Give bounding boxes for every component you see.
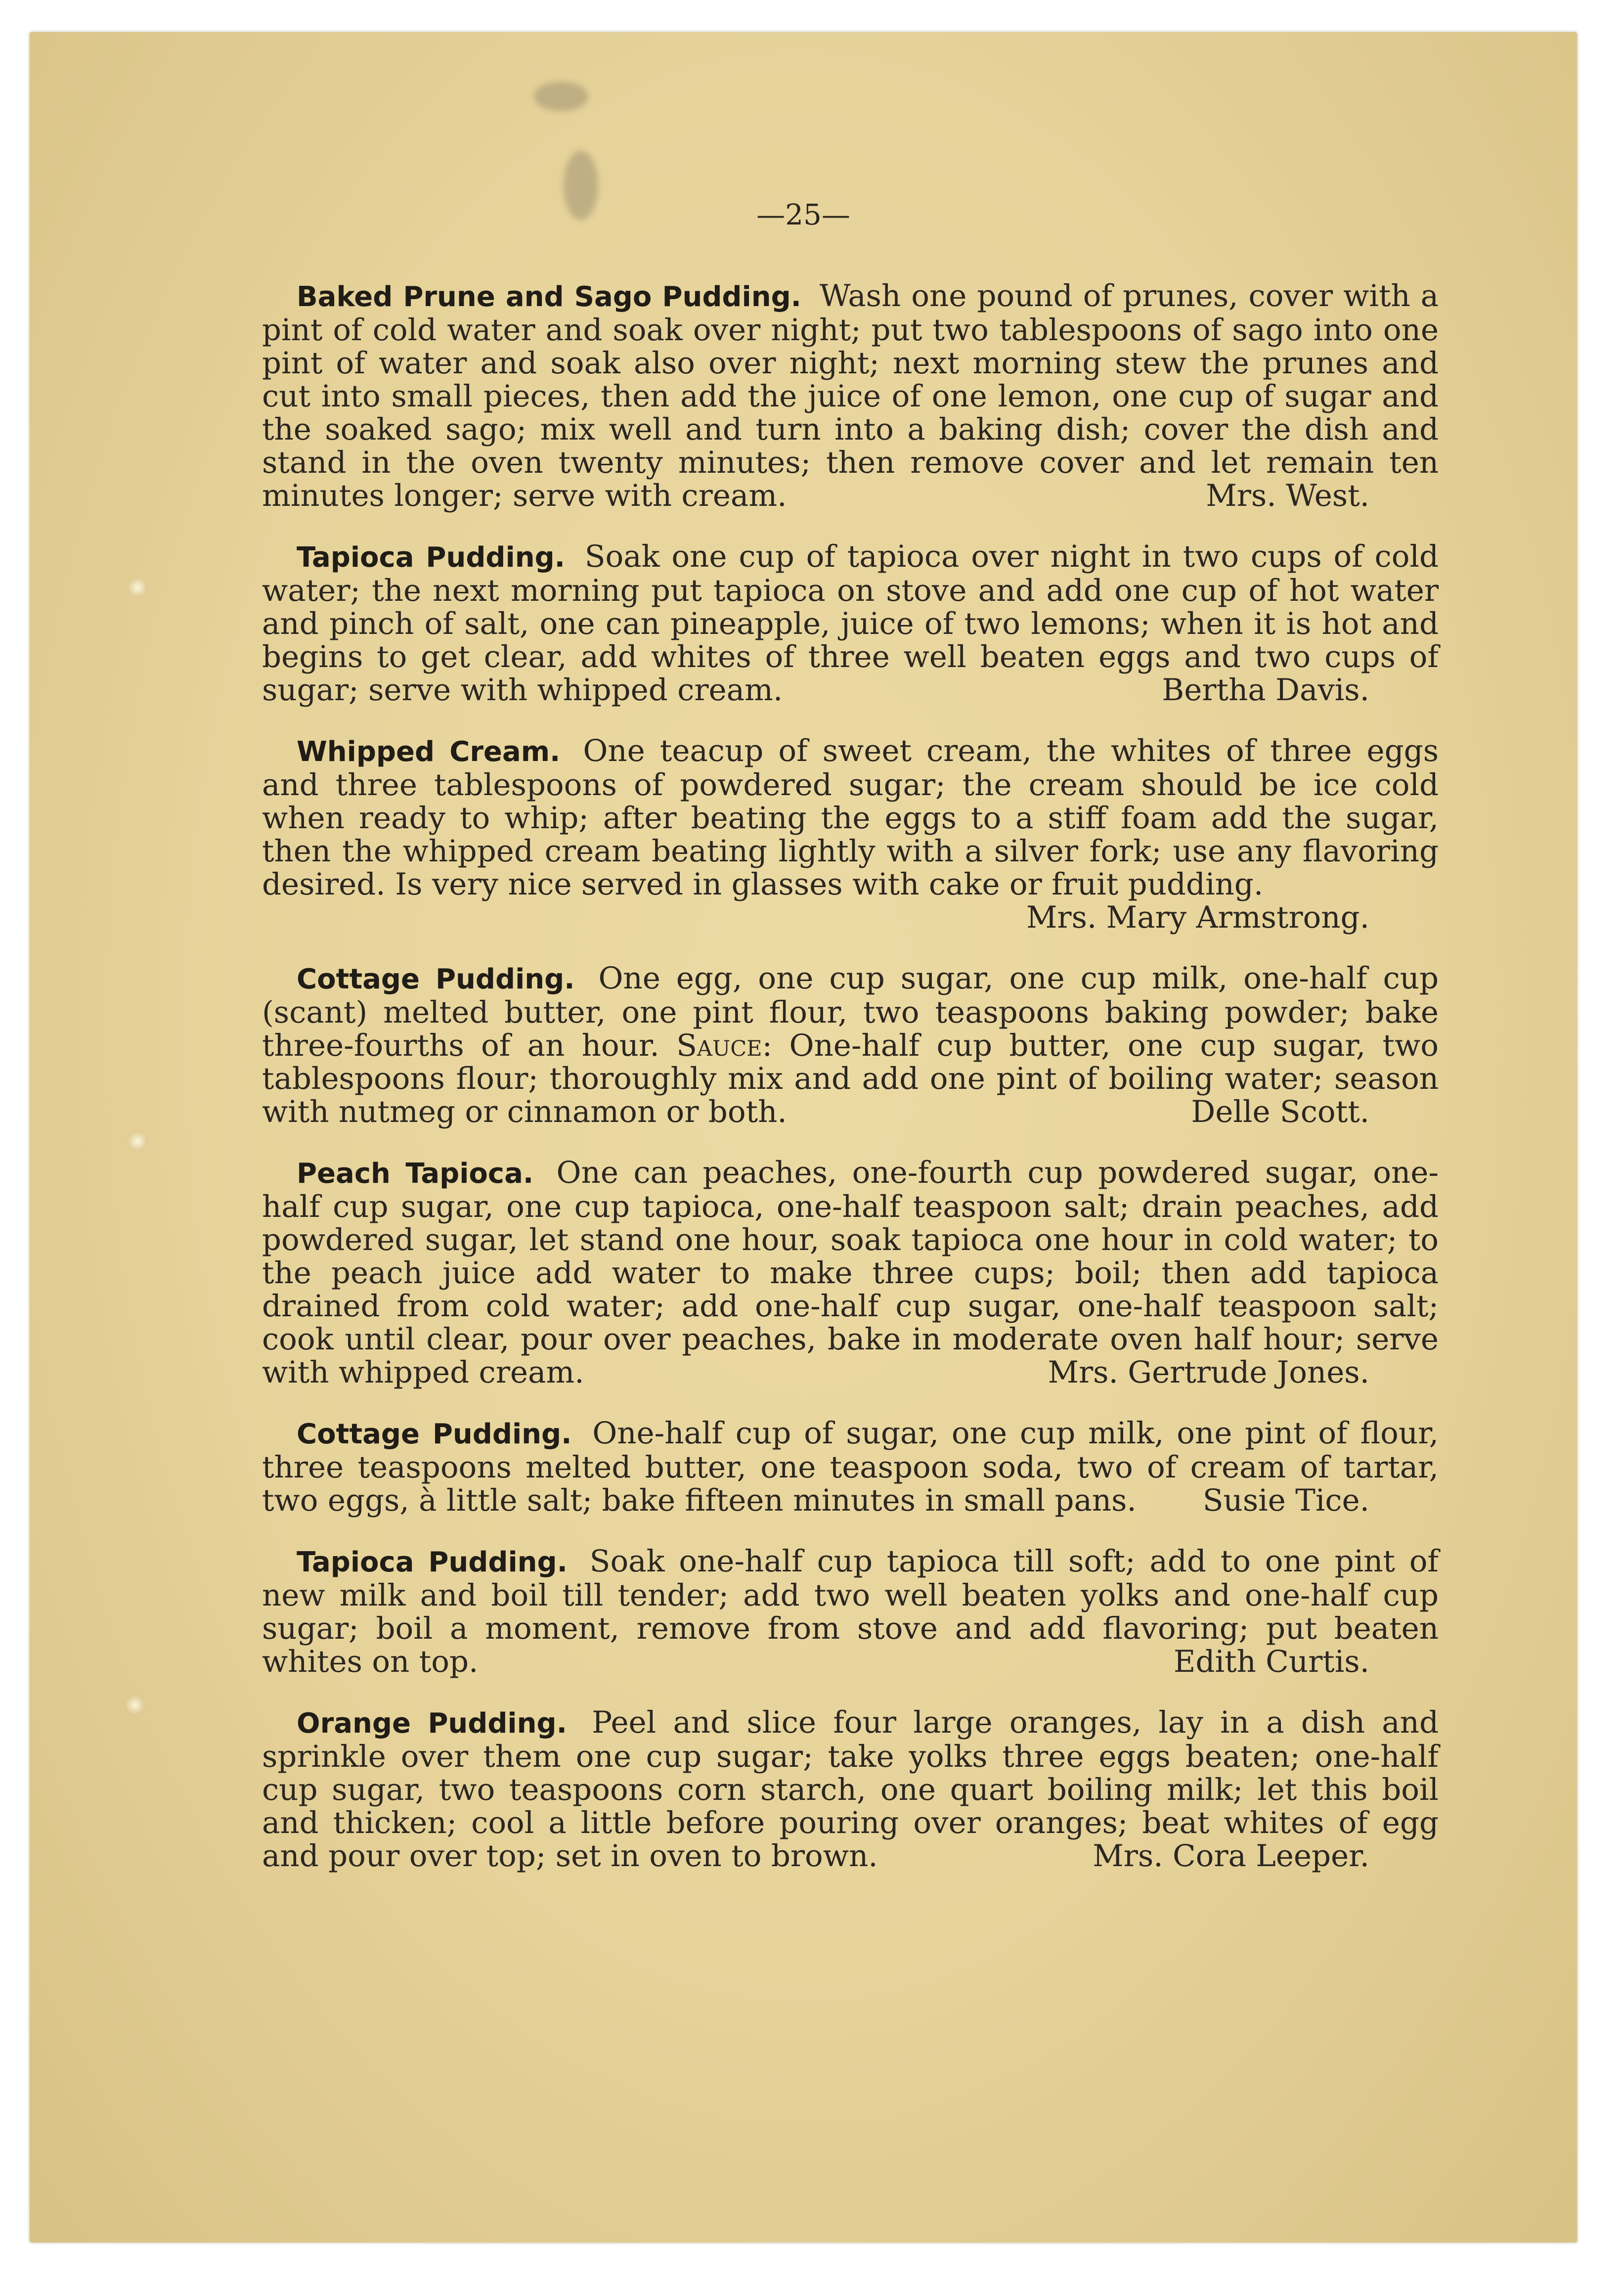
recipe-author: Mrs. Cora Leeper. [1093, 1838, 1369, 1874]
recipe-title: Tapioca Pudding. [297, 541, 565, 574]
recipe-cottage-pudding [262, 962, 1439, 1128]
page-number: —25— [756, 198, 850, 231]
ink-stain [534, 82, 588, 111]
recipe-author: Mrs. Gertrude Jones. [1048, 1355, 1369, 1390]
recipe-body: Peel and slice four large oranges, lay in a dish and sprinkle over them one cup sugar; take yolks three eggs beaten; one-half cup sugar, two teaspoons corn starch, one quart boiling milk; let this boil and thicken; cool a little before pouring over oranges; beat whites of egg and pour over top; set in oven to brown. [262, 1705, 1439, 1874]
recipe-tapioca-pudding [262, 540, 1439, 707]
recipe-body: Soak one-half cup tapioca till soft; add to one pint of new milk and boil till tender; add two well beaten yolks and one-half cup sugar; boil a moment, remove from stove and add flavoring; put beaten whites on top. [262, 1544, 1439, 1679]
recipe-title: Cottage Pudding. [297, 963, 575, 995]
recipe-title: Whipped Cream. [297, 736, 561, 768]
recipe-body: One egg, one cup sugar, one cup milk, one-half cup (scant) melted butter, one pint flour, two teaspoons baking powder; bake three-fourths of an hour. [262, 961, 1439, 1063]
pin-hole [126, 576, 149, 599]
recipe-whipped-cream [262, 734, 1439, 934]
recipe-body: Wash one pound of prunes, cover with a pint of cold water and soak over night; put two tablespoons of sago into one pint of water and soak also over night; next morning stew the prunes and cut into small pieces, then add the juice of one lemon, one cup of sugar and the soaked sago; mix well and turn into a baking dish; cover the dish and stand in the oven twenty minutes; then remove cover and let remain ten minutes longer; serve with cream. [262, 278, 1439, 513]
recipe-body: One teacup of sweet cream, the whites of three eggs and three tablespoons of powdered sugar; the cream should be ice cold when ready to whip; after beating the eggs to a stiff foam add the sugar, then the whipped cream beating lightly with a silver fork; use any flavoring desired. Is very nice served in glasses with cake or fruit pudding. [262, 733, 1439, 902]
recipe-author: Bertha Davis. [1162, 672, 1369, 708]
recipe-cottage-pudding-2 [262, 1417, 1439, 1517]
recipe-body: Soak one cup of tapioca over night in two cups of cold water; the next morning put tapioca on stove and add one cup of hot water and pinch of salt, one can pineapple, juice of two lemons; when it is hot and begins to get clear, add whites of three well beaten eggs and two cups of sugar; serve with whipped cream. [262, 539, 1439, 708]
recipe-author: Mrs. Mary Armstrong. [1026, 900, 1369, 935]
recipe-tapioca-pudding-2 [262, 1545, 1439, 1678]
recipe-title: Baked Prune and Sago Pudding. [297, 281, 801, 313]
book-page [30, 32, 1577, 2242]
recipe-body: One can peaches, one-fourth cup powdered sugar, one-half cup sugar, one cup tapioca, one-half teaspoon salt; drain peaches, add powdered sugar, let stand one hour, soak tapioca one hour in cold water; to the peach juice add water to make three cups; boil; then add tapioca drained from cold water; add one-half cup sugar, one-half teaspoon salt; cook until clear, pour over peaches, bake in moderate oven half hour; serve with whipped cream. [262, 1155, 1439, 1390]
recipe-author: Mrs. West. [1206, 478, 1369, 513]
recipe-title: Tapioca Pudding. [297, 1546, 568, 1578]
recipe-author: Delle Scott. [1191, 1094, 1369, 1129]
recipe-title: Peach Tapioca. [297, 1158, 534, 1190]
pin-hole [126, 1130, 149, 1153]
pin-hole [124, 1694, 146, 1716]
recipe-body: One-half cup of sugar, one cup milk, one pint of flour, three teaspoons melted butter, one teaspoon soda, two of cream of tartar, two eggs, à little salt; bake fifteen minutes in small pans. [262, 1416, 1439, 1518]
recipe-title: Orange Pudding. [297, 1707, 567, 1740]
recipe-baked-prune-sago-pudding [262, 279, 1439, 512]
recipe-list [262, 279, 1439, 1900]
recipe-peach-tapioca [262, 1156, 1439, 1389]
sauce-label: Sauce: [676, 1028, 773, 1063]
recipe-orange-pudding [262, 1706, 1439, 1873]
recipe-author: Susie Tice. [1202, 1483, 1369, 1518]
sauce-body: One-half cup butter, one cup sugar, two tablespoons flour; thoroughly mix and add one pint of boiling water; season with nutmeg or cinnamon or both. [262, 1028, 1439, 1129]
recipe-author: Edith Curtis. [1173, 1644, 1369, 1679]
recipe-title: Cottage Pudding. [297, 1418, 572, 1450]
